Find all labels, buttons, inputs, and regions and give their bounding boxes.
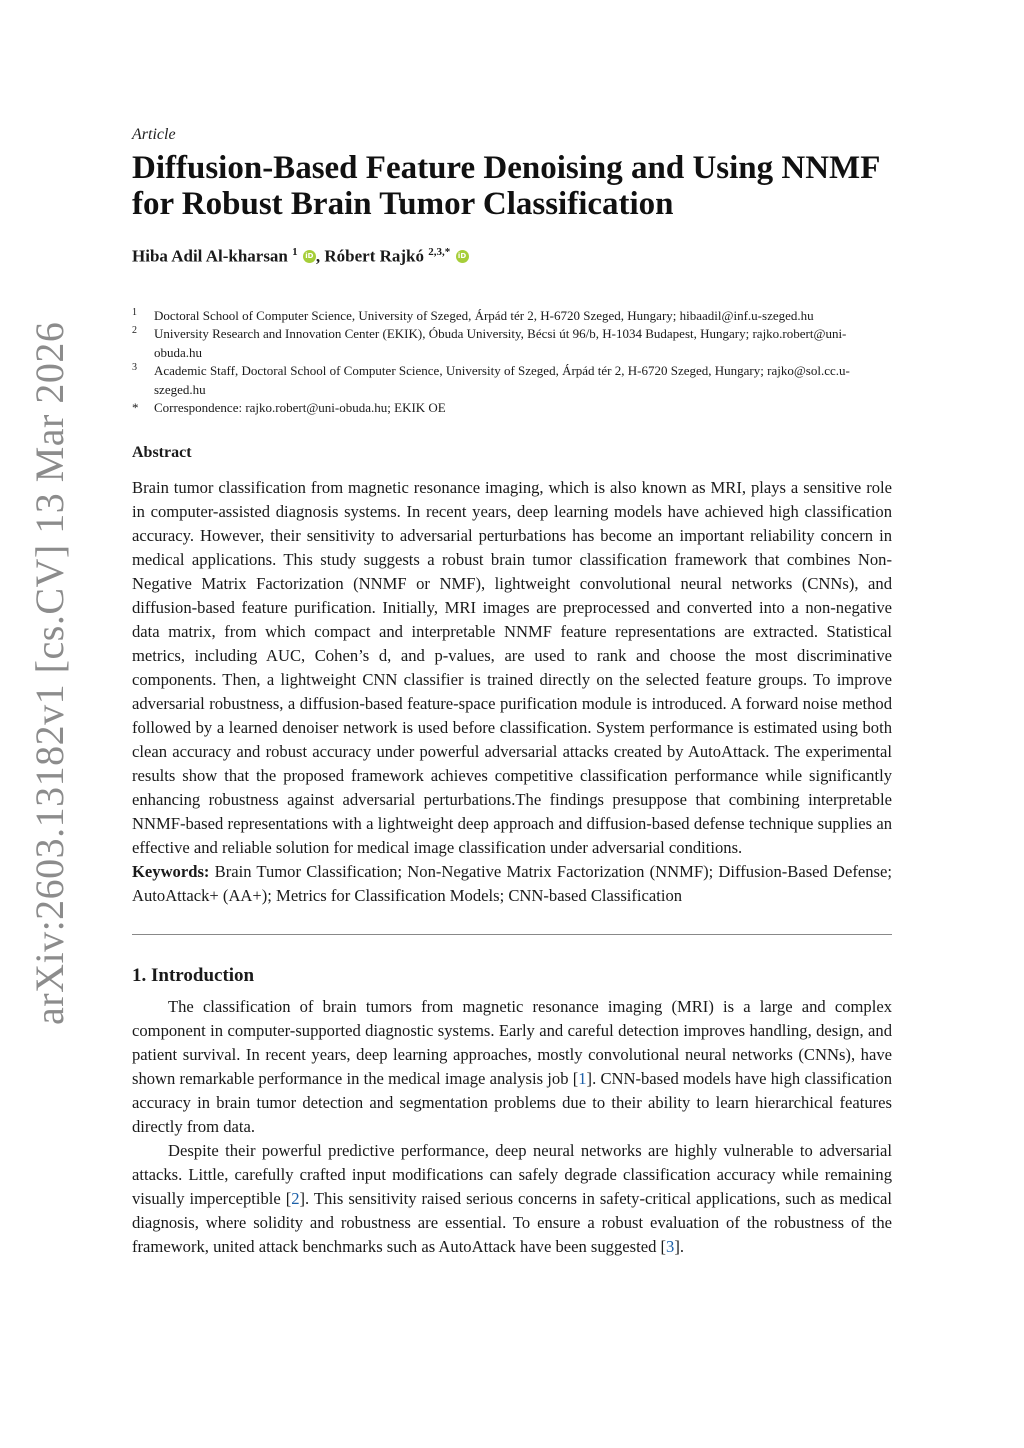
keywords-text: Brain Tumor Classification; Non-Negative Matrix Factorization (NNMF); Diffusion-Based Defense; AutoAttack+ (AA+); Metrics for Classification Models; CNN-based Classification: [132, 861, 892, 905]
author-separator: ,: [315, 246, 325, 266]
paper-page: [132, 126, 892, 1259]
keywords: [132, 860, 892, 908]
citation-link[interactable]: 2: [291, 1188, 300, 1208]
intro-p2-text: Despite their powerful predictive performance, deep neural networks are highly vulnerable to adversarial attacks. Little, carefully crafted input modifications can safely degrade classification accuracy while remaining visually imperceptible [: [132, 1140, 892, 1208]
intro-paragraph-1: [132, 995, 892, 1139]
intro-p1-text-end: ]. CNN-based models have high classification accuracy in brain tumor detection and segmentation problems due to their ability to learn hierarchical features directly from data.: [132, 1068, 892, 1136]
intro-paragraph-2: [132, 1139, 892, 1259]
citation-link[interactable]: 3: [666, 1236, 675, 1256]
affiliation-number: 3: [132, 362, 137, 374]
affiliation-item: [132, 325, 892, 362]
arxiv-identifier: arXiv:2603.13182v1 [cs.CV] 13 Mar 2026: [27, 321, 72, 1025]
abstract-heading: Abstract: [132, 443, 192, 461]
author-affiliation-sup: 2,3,*: [428, 246, 451, 258]
author-name: Róbert Rajkó: [324, 246, 425, 266]
affiliation-item: [132, 362, 892, 399]
section-heading-introduction: 1. Introduction: [132, 964, 255, 986]
author-name: Hiba Adil Al-kharsan: [132, 246, 288, 266]
affiliation-text: University Research and Innovation Center (EKIK), Óbuda University, Bécsi út 96/b, H-1034 Budapest, Hungary; rajko.robert@uni-obuda.hu: [154, 326, 847, 360]
intro-p2-text-mid: ]. This sensitivity raised serious concerns in safety-critical applications, such as medical diagnosis, where solidity and robustness are essential. To ensure a robust evaluation of the robustness of the framework, united attack benchmarks such as AutoAttack have been suggested [: [132, 1188, 892, 1256]
affiliation-number: 2: [132, 325, 137, 337]
correspondence-text: Correspondence: rajko.robert@uni-obuda.hu; EKIK OE: [154, 400, 446, 416]
author-line: [132, 246, 892, 267]
affiliation-list: [132, 307, 892, 418]
citation-link[interactable]: 1: [578, 1068, 587, 1088]
affiliation-text: Academic Staff, Doctoral School of Computer Science, University of Szeged, Árpád tér 2, H-6720 Szeged, Hungary; rajko@sol.cc.u-szeged.hu: [154, 363, 850, 397]
orcid-icon[interactable]: iD: [303, 250, 316, 263]
intro-p1-text: The classification of brain tumors from magnetic resonance imaging (MRI) is a large and complex component in computer-supported diagnostic systems. Early and careful detection improves handling, design, and patient survival. In recent years, deep learning approaches, mostly convolutional neural networks (CNNs), have shown remarkable performance in the medical image analysis job [: [132, 996, 892, 1088]
correspondence-item: [132, 399, 892, 418]
affiliation-item: [132, 307, 892, 326]
author-affiliation-sup: 1: [292, 246, 298, 258]
abstract-text: Brain tumor classification from magnetic resonance imaging, which is also known as MRI, plays a sensitive role in computer-assisted diagnosis systems. In recent years, deep learning models have achieved high classification accuracy. However, their sensitivity to adversarial perturbations has become an important reliability concern in medical applications. This study suggests a robust brain tumor classification framework that combines Non-Negative Matrix Factorization (NNMF or NMF), lightweight convolutional neural networks (CNNs), and diffusion-based feature purification. Initially, MRI images are preprocessed and converted into a non-negative data matrix, from which compact and interpretable NNMF feature representations are extracted. Statistical metrics, including AUC, Cohen’s d, and p-values, are used to rank and choose the most discriminative components. Then, a lightweight CNN classifier is trained directly on the selected feature groups. To improve adversarial robustness, a diffusion-based feature-space purification module is introduced. A forward noise method followed by a learned denoiser network is used before classification. System performance is estimated using both clean accuracy and robust accuracy under powerful adversarial attacks created by AutoAttack. The experimental results show that the proposed framework achieves competitive classification performance while significantly enhancing robustness against adversarial perturbations.The findings presuppose that combining interpretable NNMF-based representations with a lightweight deep approach and diffusion-based defense technique supplies an effective and reliable solution for medical image classification under adversarial conditions.: [132, 477, 892, 857]
affiliation-text: Doctoral School of Computer Science, University of Szeged, Árpád tér 2, H-6720 Szeged, Hungary; hibaadil@inf.u-szeged.hu: [154, 307, 814, 323]
article-type: Article: [132, 126, 176, 143]
intro-p2-text-end: ].: [674, 1236, 685, 1256]
paper-title: Diffusion-Based Feature Denoising and Using NNMF for Robust Brain Tumor Classification: [132, 150, 880, 222]
affiliation-number: 1: [132, 306, 137, 318]
keywords-label: Keywords:: [132, 861, 210, 881]
section-divider: [132, 934, 892, 935]
orcid-icon[interactable]: iD: [456, 250, 469, 263]
correspondence-marker: *: [132, 400, 139, 416]
